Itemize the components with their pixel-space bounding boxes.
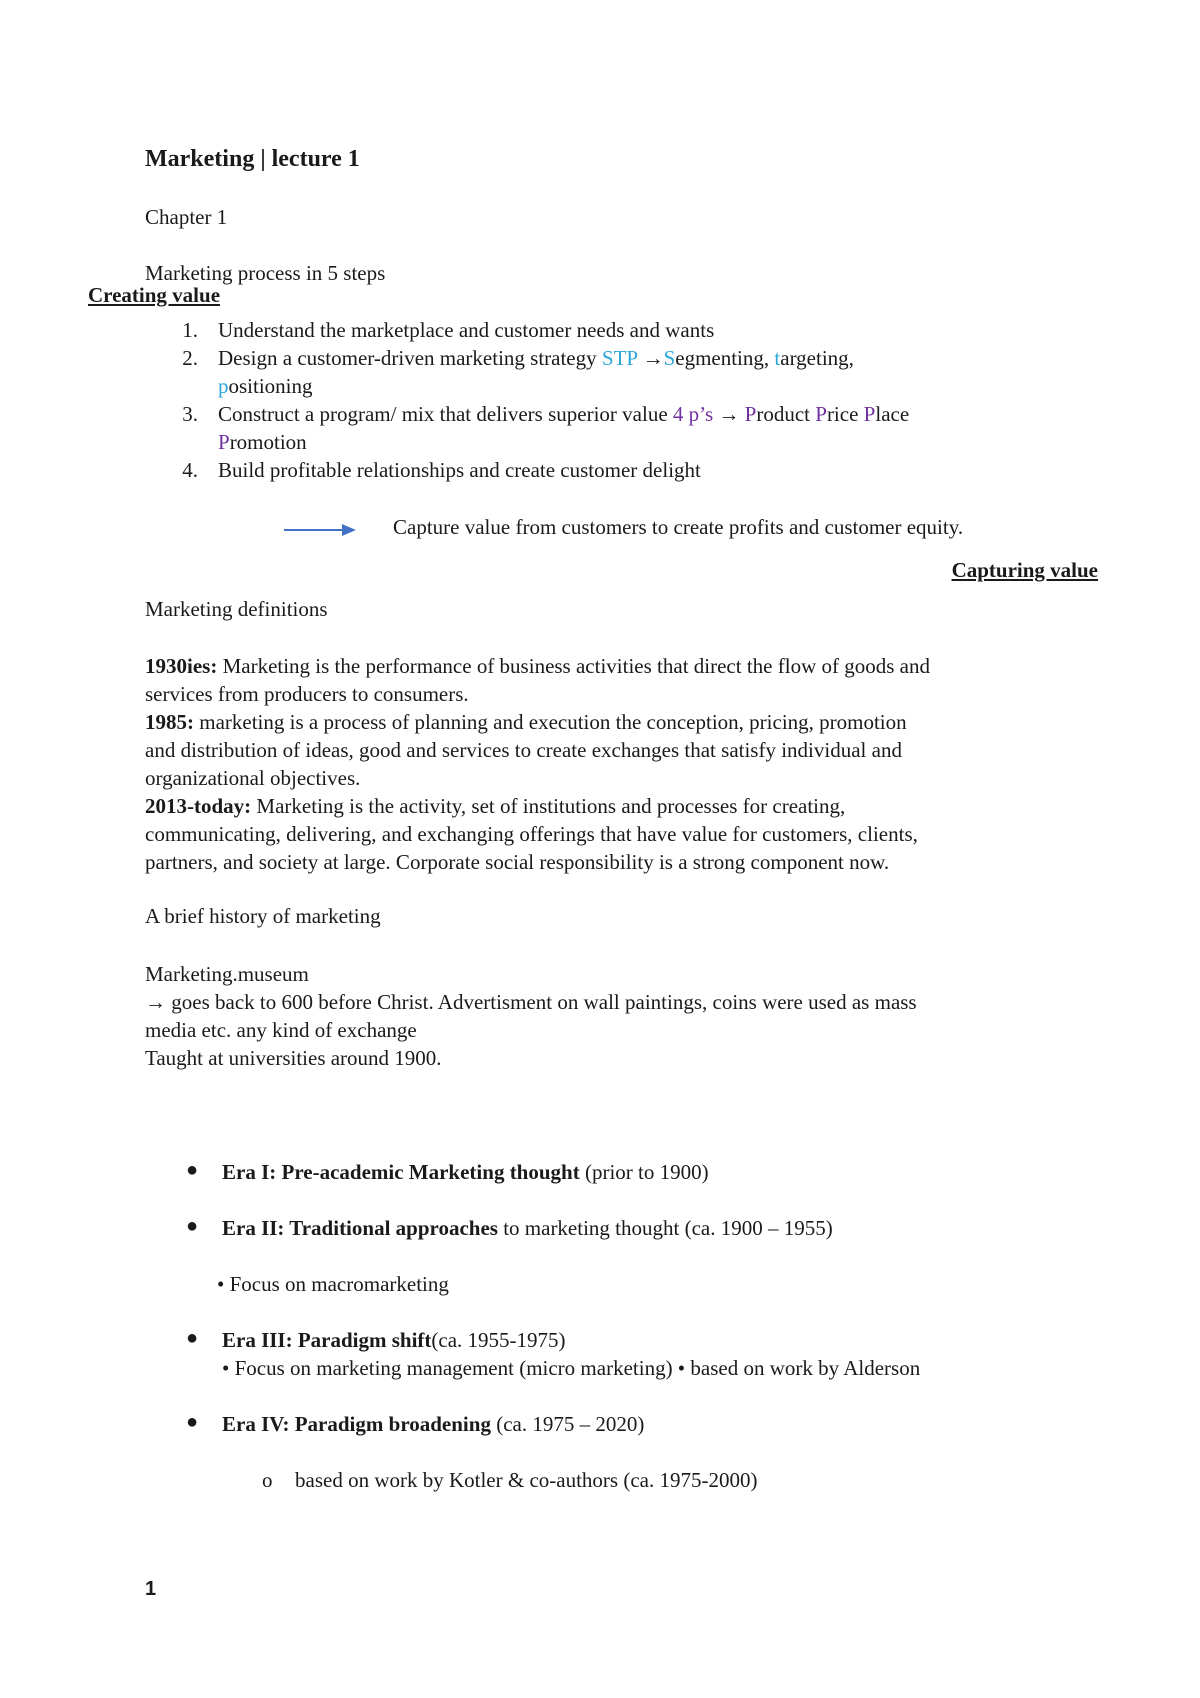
stp-highlight: STP	[601, 346, 638, 370]
page-number: 1	[145, 1578, 157, 1600]
four-ps-highlight: 4 p’s	[672, 402, 714, 426]
bullet-icon: ●	[186, 1327, 199, 1349]
chapter-label: Chapter 1	[145, 205, 228, 229]
arrow-icon: →	[642, 346, 664, 370]
creating-value-label: Creating value	[88, 283, 221, 307]
bullet-icon: ●	[186, 1215, 199, 1237]
definitions-heading: Marketing definitions	[145, 597, 328, 621]
museum-block: Marketing.museum → goes back to 600 before Christ. Advertisment on wall paintings, coins were used as mass media etc. any kind of exchange Taught at universities around 1900.	[145, 962, 917, 1070]
era2-subitem: • Focus on macromarketing	[217, 1272, 449, 1296]
circle-bullet-icon: o	[262, 1468, 273, 1492]
process-heading: Marketing process in 5 steps	[145, 261, 386, 285]
era3-subitem: • Focus on marketing management (micro marketing) • based on work by Alderson	[222, 1356, 921, 1380]
capturing-value-label: Capturing value	[951, 558, 1098, 582]
definition-1930ies: 1930ies: Marketing is the performance of business activities that direct the flow of goods and services from producers to consumers. 1985: marketing is a process of planning and execution the conception, pricing, promotion and distribution of ideas, good and services to create exchanges that satisfy individual and organizational objectives. 2013-today: Marketing is the activity, set of institutions and processes for creating, communicating, delivering, and exchanging offerings that have value for customers, clients, partners, and society at large. Corporate social responsibility is a strong component now.	[145, 654, 930, 874]
right-arrow-icon	[282, 520, 362, 540]
arrow-icon: →	[718, 402, 740, 426]
document-page: Marketing | lecture 1 Chapter 1 Marketing process in 5 steps Creating value 1. Understand the marketplace and customer needs and wants 2. Design a customer-driven marketing strategy STP →Segmenting, targeting, positioning 3. Construct a program/ mix that delivers superior value 4 p’s → Product Price Place Promotion 4. Build profitable relationships and create customer delight Capture value from customers to create profits and customer equity. Capturing value Marketing definitions 1930ies: Marketing is the performance of business activities that direct the flow of goods and services from producers to consumers. 1985: marketing is a process of planning and execution the conception, pricing, promotion and distribution of ideas, good and services to create exchanges that satisfy individual and organizational objectives. 2013-today: Marketing is the activity, set of institutions and processes for creating, communicating, delivering, and exchanging offerings that have value for customers, clients, partners, and society at large. Corporate social responsibility is a strong component now. A brief history of marketing Marketing.museum → goes back to 600 before Christ. Advertisment on wall paintings, coins were used as mass media etc. any kind of exchange Taught at universities around 1900. ● Era I: Pre-academic Marketing thought (prior to 1900) ● Era II: Traditional approaches to marketing thought (ca. 1900 – 1955) • Focus on macromarketing ● Era III: Paradigm shift(ca. 1955-1975) • Focus on marketing management (micro marketing) • based on work by Alderson ● Era IV: Paradigm broadening (ca. 1975 – 2020) o based on work by Kotler & co-authors (ca. 1975-2000) 1	[88, 146, 1098, 1600]
bullet-icon: ●	[186, 1159, 199, 1181]
bullet-icon: ●	[186, 1411, 199, 1433]
page-title: Marketing | lecture 1	[145, 146, 360, 172]
capture-value-text: Capture value from customers to create profits and customer equity.	[393, 515, 964, 539]
history-heading: A brief history of marketing	[145, 904, 381, 928]
arrow-icon: →	[145, 990, 166, 1014]
